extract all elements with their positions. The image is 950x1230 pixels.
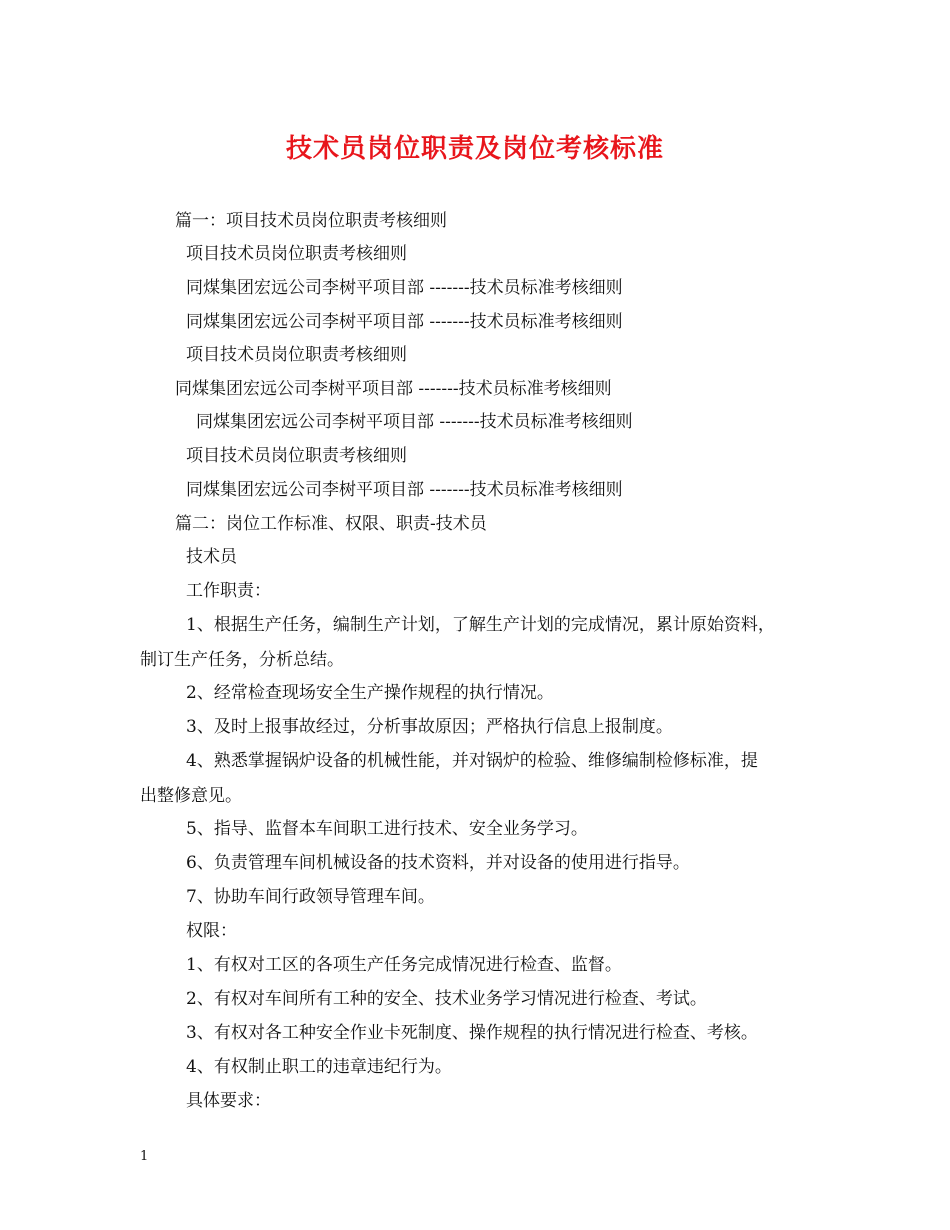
text-line: 项目技术员岗位职责考核细则 (186, 345, 407, 365)
section-heading: 篇二：岗位工作标准、权限、职责-技术员 (175, 514, 487, 534)
document-title: 技术员岗位职责及岗位考核标准 (285, 134, 664, 164)
text-line: 权限： (186, 921, 237, 941)
text-line: 1、根据生产任务，编制生产计划，了解生产计划的完成情况，累计原始资料， (186, 615, 775, 635)
text-line: 工作职责： (186, 581, 271, 601)
page-number: 1 (140, 1149, 149, 1164)
text-line: 7、协助车间行政领导管理车间。 (186, 887, 435, 907)
text-line: 4、熟悉掌握锅炉设备的机械性能，并对锅炉的检验、维修编制检修标准，提 (186, 751, 758, 771)
text-line: 项目技术员岗位职责考核细则 (186, 446, 407, 466)
text-line: 同煤集团宏远公司李树平项目部 -------技术员标准考核细则 (175, 379, 612, 399)
text-line: 同煤集团宏远公司李树平项目部 -------技术员标准考核细则 (186, 480, 623, 500)
text-line: 同煤集团宏远公司李树平项目部 -------技术员标准考核细则 (196, 412, 633, 432)
text-line: 篇一：项目技术员岗位职责考核细则 (175, 211, 447, 231)
text-line: 2、有权对车间所有工种的安全、技术业务学习情况进行检查、考试。 (186, 989, 707, 1009)
text-line: 3、有权对各工种安全作业卡死制度、操作规程的执行情况进行检查、考核。 (186, 1023, 758, 1043)
text-line: 制订生产任务，分析总结。 (140, 650, 344, 670)
text-line: 同煤集团宏远公司李树平项目部 -------技术员标准考核细则 (186, 312, 623, 332)
text-line: 1、有权对工区的各项生产任务完成情况进行检查、监督。 (186, 955, 622, 975)
text-line: 4、有权制止职工的违章违纪行为。 (186, 1057, 452, 1077)
text-line: 同煤集团宏远公司李树平项目部 -------技术员标准考核细则 (186, 278, 623, 298)
text-line: 6、负责管理车间机械设备的技术资料，并对设备的使用进行指导。 (186, 853, 690, 873)
text-line: 5、指导、监督本车间职工进行技术、安全业务学习。 (186, 819, 588, 839)
text-line: 2、经常检查现场安全生产操作规程的执行情况。 (186, 683, 554, 703)
text-line: 3、及时上报事故经过，分析事故原因；严格执行信息上报制度。 (186, 717, 673, 737)
text-line: 技术员 (186, 547, 237, 567)
text-line: 项目技术员岗位职责考核细则 (186, 244, 407, 264)
text-line: 出整修意见。 (140, 786, 242, 806)
text-line: 具体要求： (186, 1091, 271, 1111)
